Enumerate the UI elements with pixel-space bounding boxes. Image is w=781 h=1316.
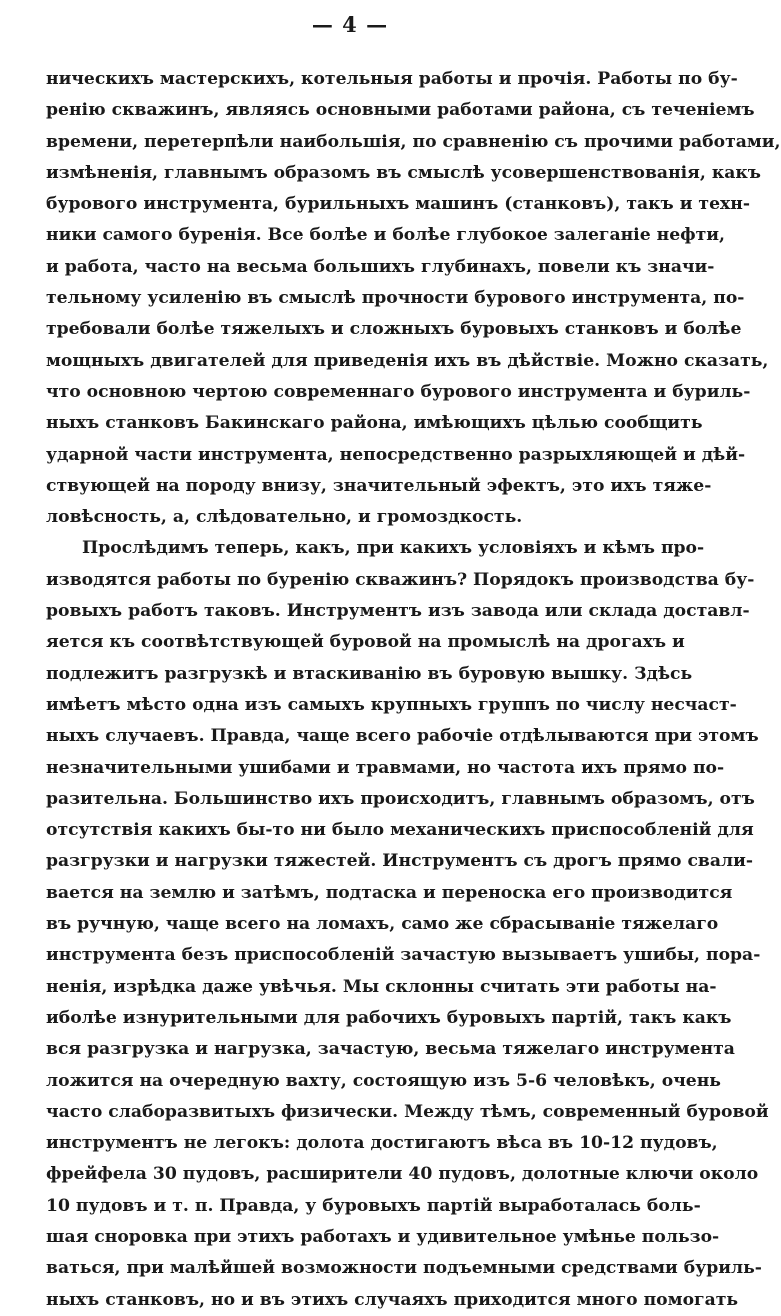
text-line: Прослѣдимъ теперь, какъ, при какихъ условіяхъ и кѣмъ про-: [82, 538, 705, 559]
text-line: ствующей на породу внизу, значительный эфектъ, это ихъ тяже-: [46, 475, 712, 496]
paragraph-1: [46, 64, 781, 533]
text-line: ныхъ случаевъ. Правда, чаще всего рабочіе отдѣлываются при этомъ: [46, 726, 759, 747]
text-line: вся разгрузка и нагрузка, зачастую, весьма тяжелаго инструмента: [46, 1039, 735, 1060]
text-line: 10 пудовъ и т. п. Правда, у буровыхъ партій выработалась боль-: [46, 1195, 701, 1216]
text-line: времени, перетерпѣли наибольшія, по сравненію съ прочими работами,: [46, 131, 781, 152]
text-line: ваться, при малѣйшей возможности подъемными средствами буриль-: [46, 1258, 762, 1279]
text-line: яется къ соотвѣтствующей буровой на промыслѣ на дрогахъ и: [46, 632, 685, 653]
text-line: разгрузки и нагрузки тяжестей. Инструментъ съ дрогъ прямо свали-: [46, 851, 754, 872]
text-line: бурового инструмента, бурильныхъ машинъ (станковъ), такъ и техн-: [46, 194, 750, 215]
text-line: ненія, изрѣдка даже увѣчья. Мы склонны считать эти работы на-: [46, 976, 717, 997]
text-line: незначительными ушибами и травмами, но частота ихъ прямо по-: [46, 757, 725, 778]
text-line: въ ручную, чаще всего на ломахъ, само же сбрасываніе тяжелаго: [46, 914, 719, 935]
text-line: и работа, часто на весьма большихъ глубинахъ, повели къ значи-: [46, 256, 715, 277]
text-line: ложится на очередную вахту, состоящую изъ 5-6 человѣкъ, очень: [46, 1070, 721, 1091]
paragraph-2: [46, 533, 769, 1315]
text-line: подлежитъ разгрузкѣ и втаскиванію въ буровую вышку. Здѣсь: [46, 663, 693, 684]
text-line: разительна. Большинство ихъ происходитъ, главнымъ образомъ, отъ: [46, 788, 755, 809]
text-line: имѣетъ мѣсто одна изъ самыхъ крупныхъ группъ по числу несчаст-: [46, 694, 737, 715]
text-line: ническихъ мастерскихъ, котельныя работы и прочія. Работы по бу-: [46, 69, 738, 89]
text-line: тельному усиленію въ смыслѣ прочности бурового инструмента, по-: [46, 288, 745, 309]
text-line: шая сноровка при этихъ работахъ и удивительное умѣнье пользо-: [46, 1226, 720, 1247]
text-line: изводятся работы по буренію скважинъ? Порядокъ производства бу-: [46, 569, 755, 590]
text-line: фрейфела 30 пудовъ, расширители 40 пудовъ, долотные ключи около: [46, 1164, 759, 1185]
text-line: часто слаборазвитыхъ физически. Между тѣмъ, современный буровой: [46, 1101, 769, 1122]
text-line: отсутствія какихъ бы-то ни было механическихъ приспособленій для: [46, 820, 754, 841]
text-line: иболѣе изнурительными для рабочихъ буровыхъ партій, такъ какъ: [46, 1007, 732, 1028]
page-number: — 4 —: [311, 12, 389, 37]
text-line: требовали болѣе тяжелыхъ и сложныхъ буровыхъ станковъ и болѣе: [46, 319, 742, 340]
text-line: ровыхъ работъ таковъ. Инструментъ изъ завода или склада доставл-: [46, 601, 750, 622]
text-line: что основною чертою современнаго бурового инструмента и буриль-: [46, 381, 751, 402]
text-line: ныхъ станковъ Бакинскаго района, имѣющихъ цѣлью сообщить: [46, 413, 703, 434]
text-line: мощныхъ двигателей для приведенія ихъ въ дѣйствіе. Можно сказать,: [46, 350, 769, 371]
text-line: ренію скважинъ, являясь основными работами района, съ теченіемъ: [46, 100, 755, 121]
text-line: инструмента безъ приспособленій зачастую вызываетъ ушибы, пора-: [46, 945, 761, 966]
text-line: инструментъ не легокъ: долота достигаютъ вѣса въ 10-12 пудовъ,: [46, 1133, 718, 1154]
text-line: ударной части инструмента, непосредственно разрыхляющей и дѣй-: [46, 444, 746, 465]
text-line: вается на землю и затѣмъ, подтаска и переноска его производится: [46, 882, 733, 903]
text-line: ловѣсность, а, слѣдовательно, и громоздкость.: [46, 507, 523, 528]
text-line: ныхъ станковъ, но и въ этихъ случаяхъ приходится много помогать: [46, 1289, 739, 1310]
text-line: ники самого буренія. Все болѣе и болѣе глубокое залеганіе нефти,: [46, 225, 726, 246]
body-text: [46, 64, 781, 1316]
text-line: измѣненія, главнымъ образомъ въ смыслѣ усовершенствованія, какъ: [46, 162, 761, 183]
